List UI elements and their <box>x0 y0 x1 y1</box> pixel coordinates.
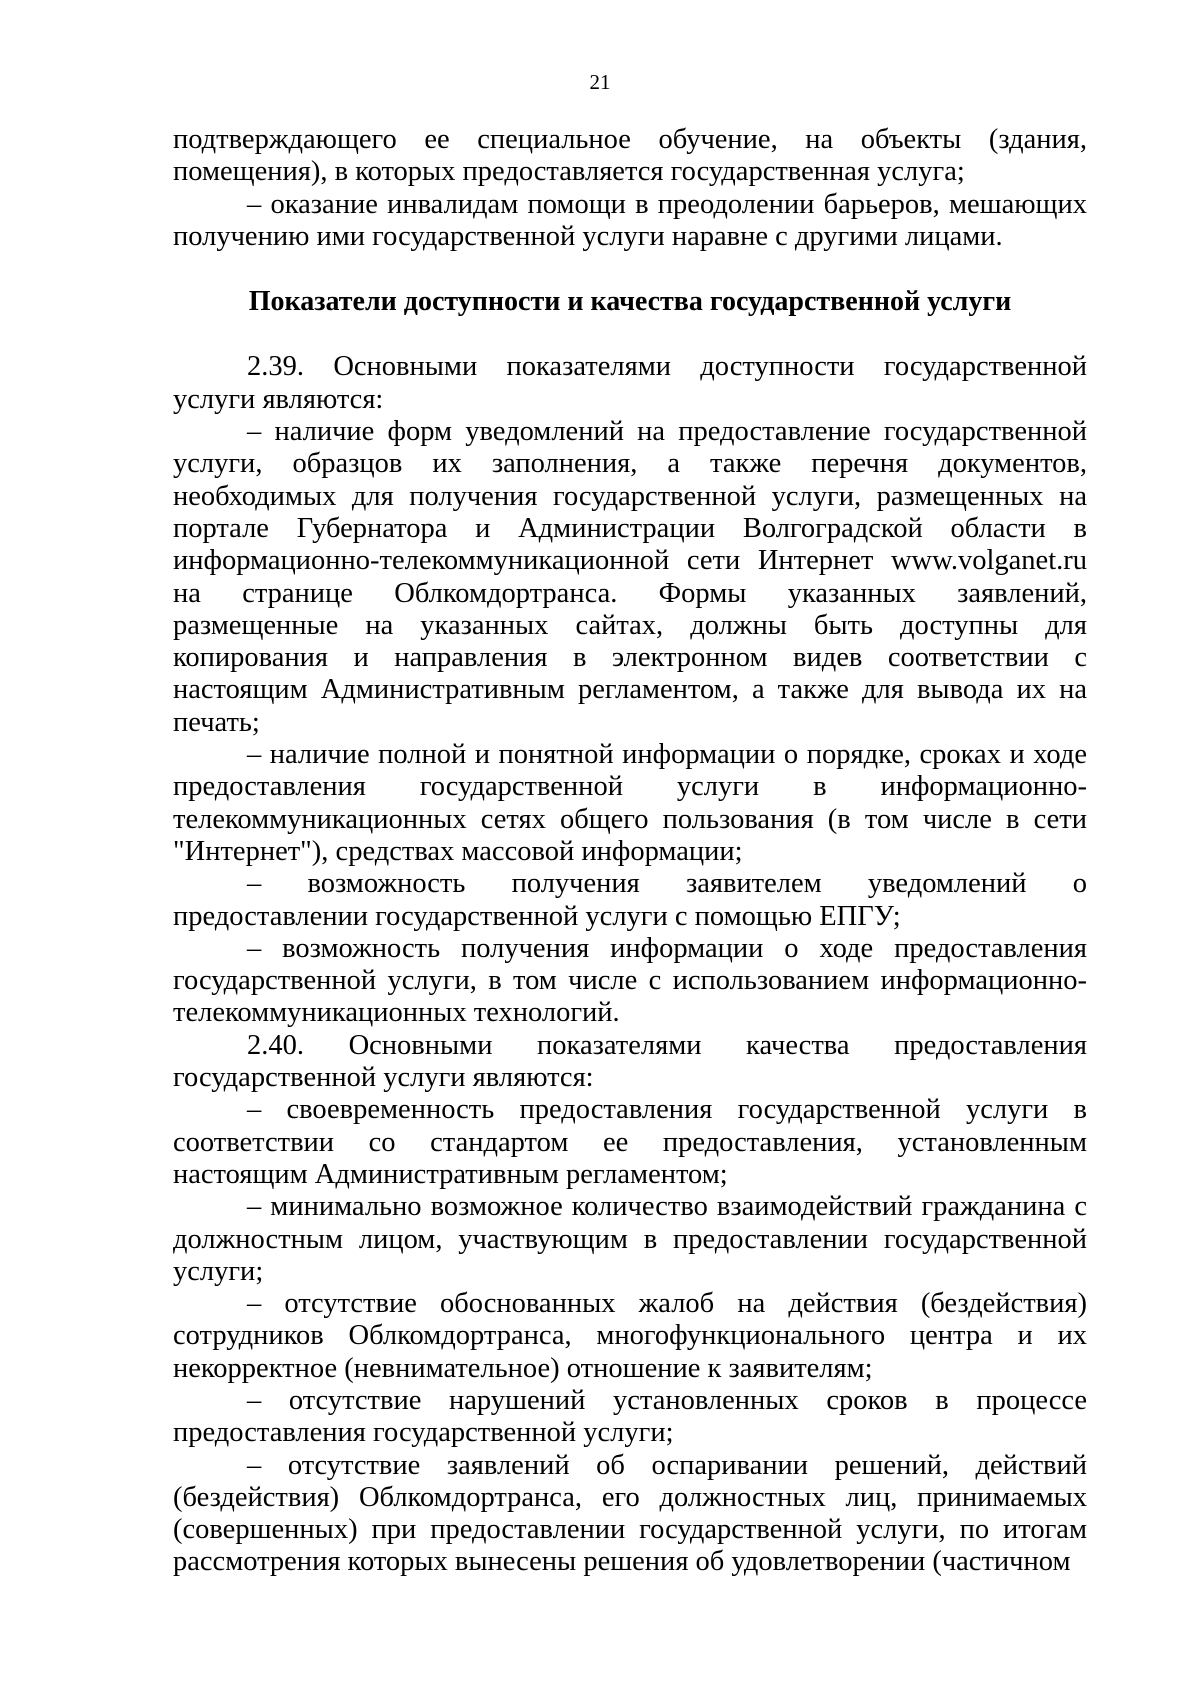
document-body <box>173 124 1087 1579</box>
paragraph-2-40: 2.40. Основными показателями качества предоставления государственной услуги являются: <box>173 1029 1087 1094</box>
paragraph-bullet-assistance: – оказание инвалидам помощи в преодолении барьеров, мешающих получению ими государственной услуги наравне с другими лицами. <box>173 188 1087 252</box>
paragraph-bullet-information: – наличие полной и понятной информации о порядке, сроках и ходе предоставления государственной услуги в информационно-телекоммуникационных сетях общего пользования (в том числе в сети "Интернет"), средствах массовой информации; <box>173 739 1087 867</box>
paragraph-bullet-timeliness: – своевременность предоставления государственной услуги в соответствии со стандартом ее предоставления, установленным настоящим Административным регламентом; <box>173 1094 1087 1190</box>
paragraph-bullet-appeals: – отсутствие заявлений об оспаривании решений, действий (бездействия) Облкомдортранса, его должностных лиц, принимаемых (совершенных) при предоставлении государственной услуги, по итогам рассмотрения которых вынесены решения об удовлетворении (частичном <box>173 1449 1087 1578</box>
paragraph-bullet-complaints: – отсутствие обоснованных жалоб на действия (бездействия) сотрудников Облкомдортранса, многофункционального центра и их некорректное (невнимательное) отношение к заявителям; <box>173 1288 1087 1384</box>
page-number: 21 <box>589 70 611 94</box>
paragraph-bullet-deadlines: – отсутствие нарушений установленных сроков в процессе предоставления государственной услуги; <box>173 1384 1087 1449</box>
paragraph-bullet-progress: – возможность получения информации о ходе предоставления государственной услуги, в том числе с использованием информационно-телекоммуникационных технологий. <box>173 932 1087 1029</box>
paragraph-bullet-interactions: – минимально возможное количество взаимодействий гражданина с должностным лицом, участвующим в предоставлении государственной услуги; <box>173 1191 1087 1287</box>
section-heading: Показатели доступности и качества государственной услуги <box>248 286 1012 318</box>
paragraph-bullet-notifications: – возможность получения заявителем уведомлений о предоставлении государственной услуги с помощью ЕПГУ; <box>173 868 1087 932</box>
paragraph-bullet-forms: – наличие форм уведомлений на предоставление государственной услуги, образцов их заполнения, а также перечня документов, необходимых для получения государственной услуги, размещенных на портале Губернатора и Администрации Волгоградской области в информационно-телекоммуникационной сети Интернет www.volganet.ru на странице Облкомдортранса. Формы указанных заявлений, размещенные на указанных сайтах, должны быть доступны для копирования и направления в электронном видев соответствии с настоящим Административным регламентом, а также для вывода их на печать; <box>173 416 1087 738</box>
paragraph-2-39: 2.39. Основными показателями доступности государственной услуги являются: <box>173 351 1087 415</box>
paragraph-continuation: подтверждающего ее специальное обучение, на объекты (здания, помещения), в которых предоставляется государственная услуга; <box>173 124 1087 188</box>
